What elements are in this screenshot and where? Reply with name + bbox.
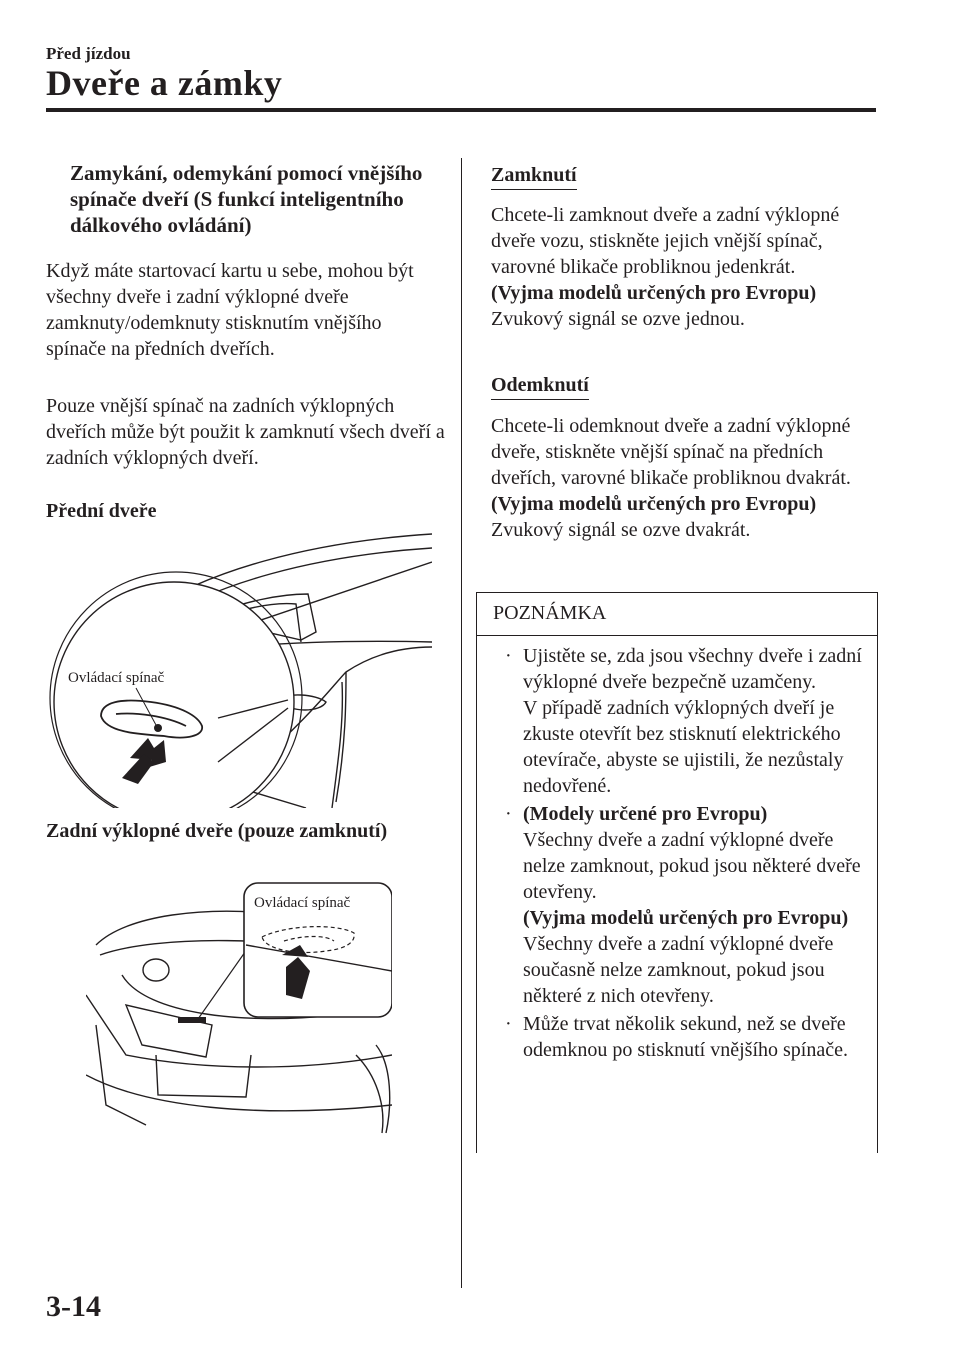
lock-tail: Zvukový signál se ozve jednou.: [491, 308, 745, 330]
note-header: [477, 593, 877, 636]
note-item-bold: (Vyjma modelů určených pro Evropu): [523, 907, 849, 929]
unlock-tail: Zvukový signál se ozve dvakrát.: [491, 519, 751, 541]
note-list: [497, 643, 867, 1065]
note-item-text: V případě zadních výklopných dveří je zkuste otevřít bez stisknutí elektrického otevírače, abyste se ujistili, že nezůstaly nedovřené.: [523, 697, 844, 797]
note-item-text: Ujistěte se, zda jsou všechny dveře i zadní výklopné dveře bezpečně uzamčeny.: [523, 645, 862, 693]
bullet-icon: ·: [505, 1013, 512, 1035]
front-door-illustration: [46, 522, 432, 808]
bullet-icon: ·: [505, 645, 512, 667]
column-divider: [461, 158, 462, 1288]
unlock-note: (Vyjma modelů určených pro Evropu): [491, 493, 817, 515]
note-item-text: Může trvat několik sekund, než se dveře odemknou po stisknutí vnějšího spínače.: [523, 1013, 848, 1061]
rear-gate-caption: Zadní výklopné dveře (pouze zamknutí): [46, 820, 388, 842]
rear-gate-illustration: [86, 875, 392, 1135]
lock-note: (Vyjma modelů určených pro Evropu): [491, 282, 817, 304]
unlock-section: [491, 413, 876, 543]
section-title: Dveře a zámky: [46, 63, 283, 103]
page-number: 3-14: [46, 1290, 101, 1323]
subheading: Zamykání, odemykání pomocí vnějšího spínače dveří (S funkcí inteligentního dálkového ovládání): [70, 161, 423, 237]
note-item: [497, 801, 867, 1009]
unlock-heading: Odemknutí: [491, 374, 589, 400]
note-box: [476, 592, 878, 1153]
note-item-text: Všechny dveře a zadní výklopné dveře současně nelze zamknout, pokud jsou některé z nich otevřeny.: [523, 933, 834, 1007]
note-item: [497, 643, 867, 799]
front-switch-label: Ovládací spínač: [68, 670, 165, 686]
front-door-caption: Přední dveře: [46, 500, 157, 522]
rear-switch-label: Ovládací spínač: [254, 895, 351, 911]
bullet-icon: ·: [505, 803, 512, 825]
section-label: Před jízdou: [46, 44, 131, 63]
intro-paragraph: Když máte startovací kartu u sebe, mohou být všechny dveře i zadní výklopné dveře zamknuty/odemknuty stisknutím vnějšího spínače na předních dveřích.: [46, 260, 414, 360]
lock-text: Chcete-li zamknout dveře a zadní výklopné dveře vozu, stiskněte jejich vnější spínač, varovné blikače probliknou jedenkrát.: [491, 204, 840, 278]
rear-switch-paragraph: Pouze vnější spínač na zadních výklopných dveřích může být použit k zamknutí všech dveří a zadních výklopných dveří.: [46, 395, 445, 469]
note-item-text: Všechny dveře a zadní výklopné dveře nelze zamknout, pokud jsou některé dveře otevřeny.: [523, 829, 861, 903]
note-item: [497, 1011, 867, 1063]
lock-section: [491, 202, 876, 332]
note-title: POZNÁMKA: [493, 602, 607, 624]
header-rule: [46, 108, 876, 112]
lock-heading: Zamknutí: [491, 164, 577, 190]
note-item-bold: (Modely určené pro Evropu): [523, 803, 768, 825]
unlock-text: Chcete-li odemknout dveře a zadní výklopné dveře, stiskněte vnější spínač na předních dveřích, varovné blikače probliknou dvakrát.: [491, 415, 851, 489]
